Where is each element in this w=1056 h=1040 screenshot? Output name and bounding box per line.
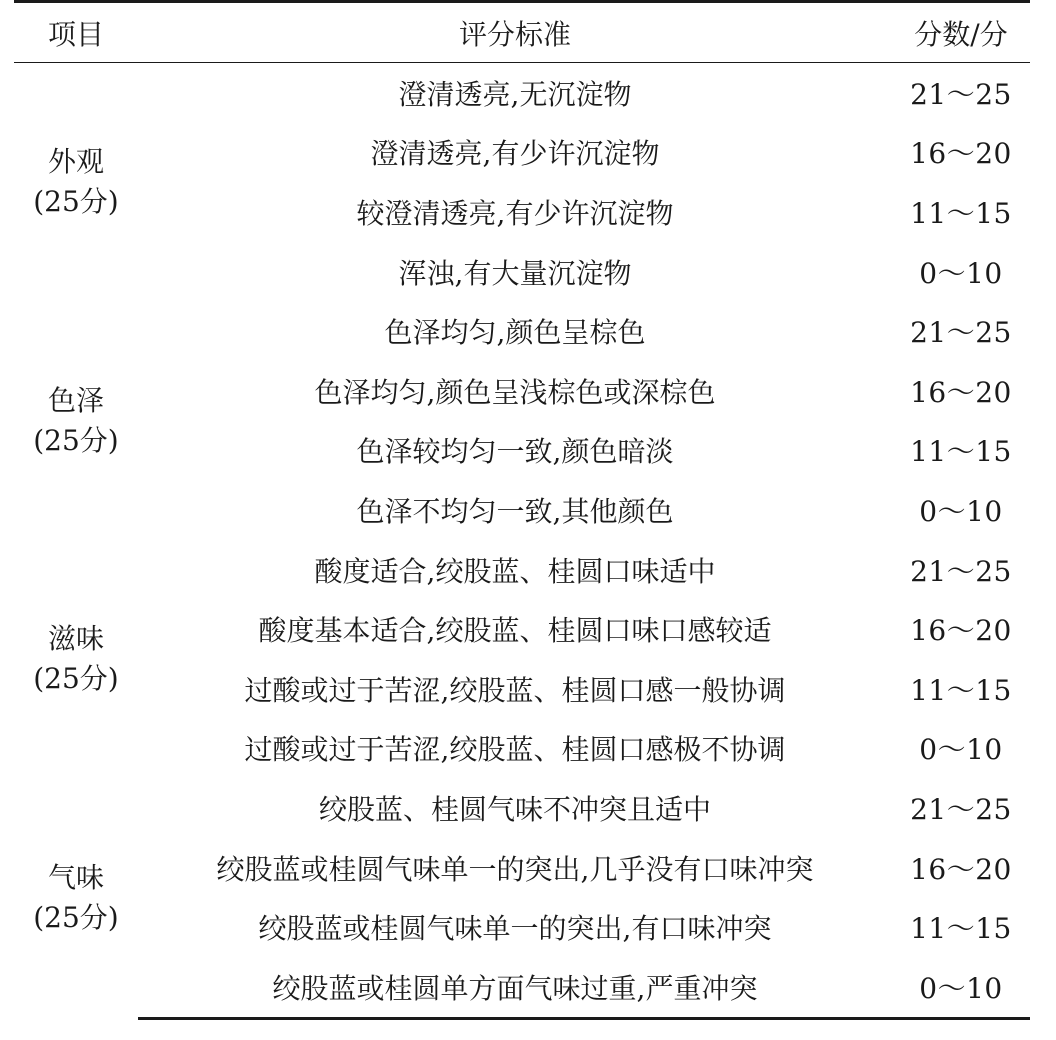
table-row: [14, 838, 1030, 898]
criterion-cell: 酸度适合,绞股蓝、桂圆口味适中: [314, 554, 716, 588]
criterion-cell: 色泽不均匀一致,其他颜色: [356, 494, 674, 528]
score-cell: 11～15: [910, 673, 1012, 707]
table-row: [14, 599, 1030, 659]
score-cell: 11～15: [910, 196, 1012, 230]
score-cell: 16～20: [910, 852, 1012, 886]
score-cell: 0～10: [919, 256, 1003, 290]
table-row: [14, 123, 1030, 183]
category-cell-color: [14, 301, 138, 539]
category-name: 色泽: [47, 383, 104, 417]
score-cell: 16～20: [910, 614, 1012, 648]
score-cell: 21～25: [910, 792, 1012, 826]
category-cell-taste: [14, 540, 138, 778]
criterion-cell: 过酸或过于苦涩,绞股蓝、桂圆口感一般协调: [244, 673, 786, 707]
category-cell-odor: [14, 778, 138, 1018]
score-cell: 0～10: [892, 957, 1030, 1018]
category-points: (25分): [33, 185, 119, 219]
table-row: [14, 540, 1030, 600]
table-row: [14, 421, 1030, 481]
score-cell: 21～25: [910, 77, 1012, 111]
scoring-table-container: [14, 0, 1030, 1020]
criterion-cell: 色泽均匀,颜色呈棕色: [384, 316, 646, 350]
category-points: (25分): [33, 661, 119, 695]
table-row: [14, 719, 1030, 779]
score-cell: 11～15: [910, 435, 1012, 469]
header-item: 项目: [14, 2, 138, 63]
table-row: [14, 659, 1030, 719]
score-cell: 21～25: [910, 554, 1012, 588]
header-criteria: 评分标准: [138, 2, 892, 63]
table-row: [14, 957, 1030, 1018]
table-row: [14, 182, 1030, 242]
category-cell-appearance: [14, 63, 138, 302]
score-cell: 16～20: [910, 375, 1012, 409]
table-body: [14, 63, 1030, 1019]
criterion-cell: 色泽较均匀一致,颜色暗淡: [356, 435, 674, 469]
criterion-cell: 绞股蓝或桂圆气味单一的突出,有口味冲突: [258, 912, 772, 946]
category-points: (25分): [33, 901, 119, 935]
criterion-cell: 绞股蓝或桂圆单方面气味过重,严重冲突: [138, 957, 892, 1018]
table-row: [14, 63, 1030, 123]
table-row: [14, 778, 1030, 838]
scoring-criteria-table: [14, 0, 1030, 1020]
table-row: [14, 480, 1030, 540]
table-row: [14, 301, 1030, 361]
table-row: [14, 897, 1030, 957]
criterion-cell: 浑浊,有大量沉淀物: [398, 256, 632, 290]
score-cell: 21～25: [910, 316, 1012, 350]
criterion-cell: 绞股蓝、桂圆气味不冲突且适中: [318, 792, 711, 826]
criterion-cell: 较澄清透亮,有少许沉淀物: [356, 196, 674, 230]
criterion-cell: 过酸或过于苦涩,绞股蓝、桂圆口感极不协调: [244, 733, 786, 767]
criterion-cell: 澄清透亮,无沉淀物: [398, 77, 632, 111]
category-name: 气味: [47, 861, 104, 895]
criterion-cell: 绞股蓝或桂圆气味单一的突出,几乎没有口味冲突: [216, 852, 814, 886]
score-cell: 0～10: [919, 494, 1003, 528]
table-row: [14, 242, 1030, 302]
header-row: [14, 2, 1030, 63]
criterion-cell: 色泽均匀,颜色呈浅棕色或深棕色: [314, 375, 716, 409]
category-name: 滋味: [47, 621, 104, 655]
table-row: [14, 361, 1030, 421]
score-cell: 0～10: [919, 733, 1003, 767]
score-cell: 11～15: [910, 912, 1012, 946]
header-score: 分数/分: [892, 2, 1030, 63]
criterion-cell: 澄清透亮,有少许沉淀物: [370, 137, 660, 171]
category-points: (25分): [33, 423, 119, 457]
table-header: [14, 2, 1030, 63]
score-cell: 16～20: [910, 137, 1012, 171]
category-name: 外观: [47, 145, 104, 179]
criterion-cell: 酸度基本适合,绞股蓝、桂圆口味口感较适: [258, 614, 772, 648]
